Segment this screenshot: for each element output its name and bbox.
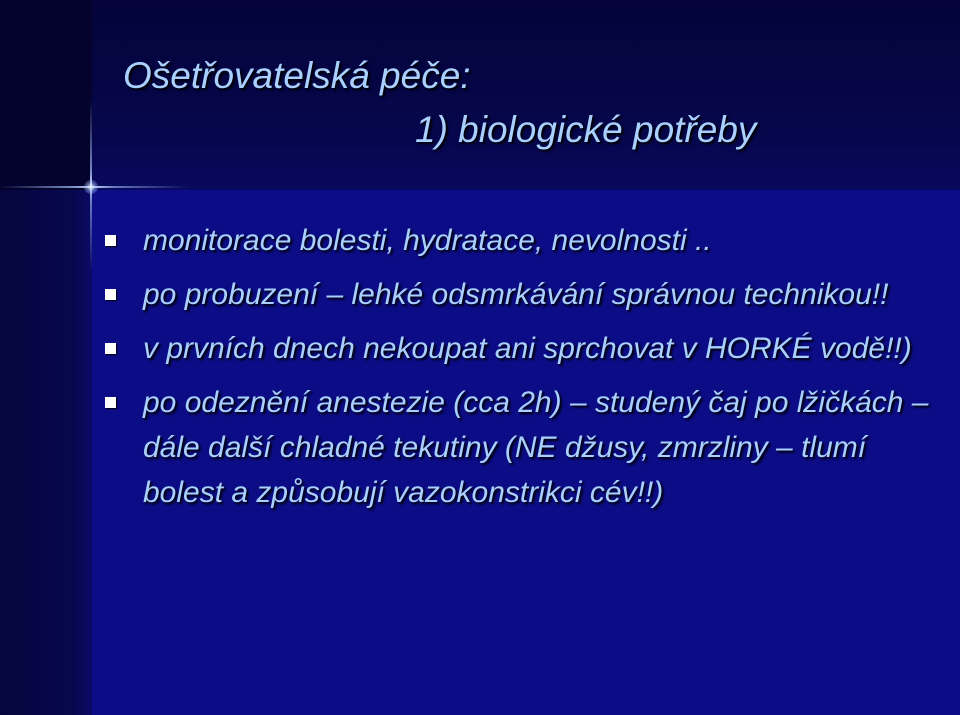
square-bullet-icon	[105, 289, 116, 300]
list-item-text: monitorace bolesti, hydratace, nevolnosti ..	[143, 224, 712, 257]
list-item	[105, 218, 935, 264]
list-item-text: v prvních dnech nekoupat ani sprchovat v HORKÉ vodě!!)	[143, 332, 912, 365]
list-item	[105, 272, 935, 318]
list-item-text: po probuzení – lehké odsmrkávání správnou technikou!!	[143, 278, 889, 311]
slide-title-line-1: Ošetřovatelská péče:	[123, 55, 471, 96]
bullet-list	[105, 218, 935, 523]
list-item	[105, 380, 935, 515]
slide-title-line-2: 1) biologické potřeby	[415, 109, 757, 150]
square-bullet-icon	[105, 343, 116, 354]
list-item	[105, 326, 935, 372]
square-bullet-icon	[105, 235, 116, 246]
light-flare-glow	[84, 180, 98, 194]
list-item-text: po odeznění anestezie (cca 2h) – studený čaj po lžičkách – dále další chladné tekutiny (NE džusy, zmrzliny – tlumí bolest a způsobují vazokonstrikci cév!!)	[143, 386, 929, 509]
corner-decoration	[0, 0, 92, 190]
square-bullet-icon	[105, 397, 116, 408]
slide-title	[123, 54, 756, 152]
